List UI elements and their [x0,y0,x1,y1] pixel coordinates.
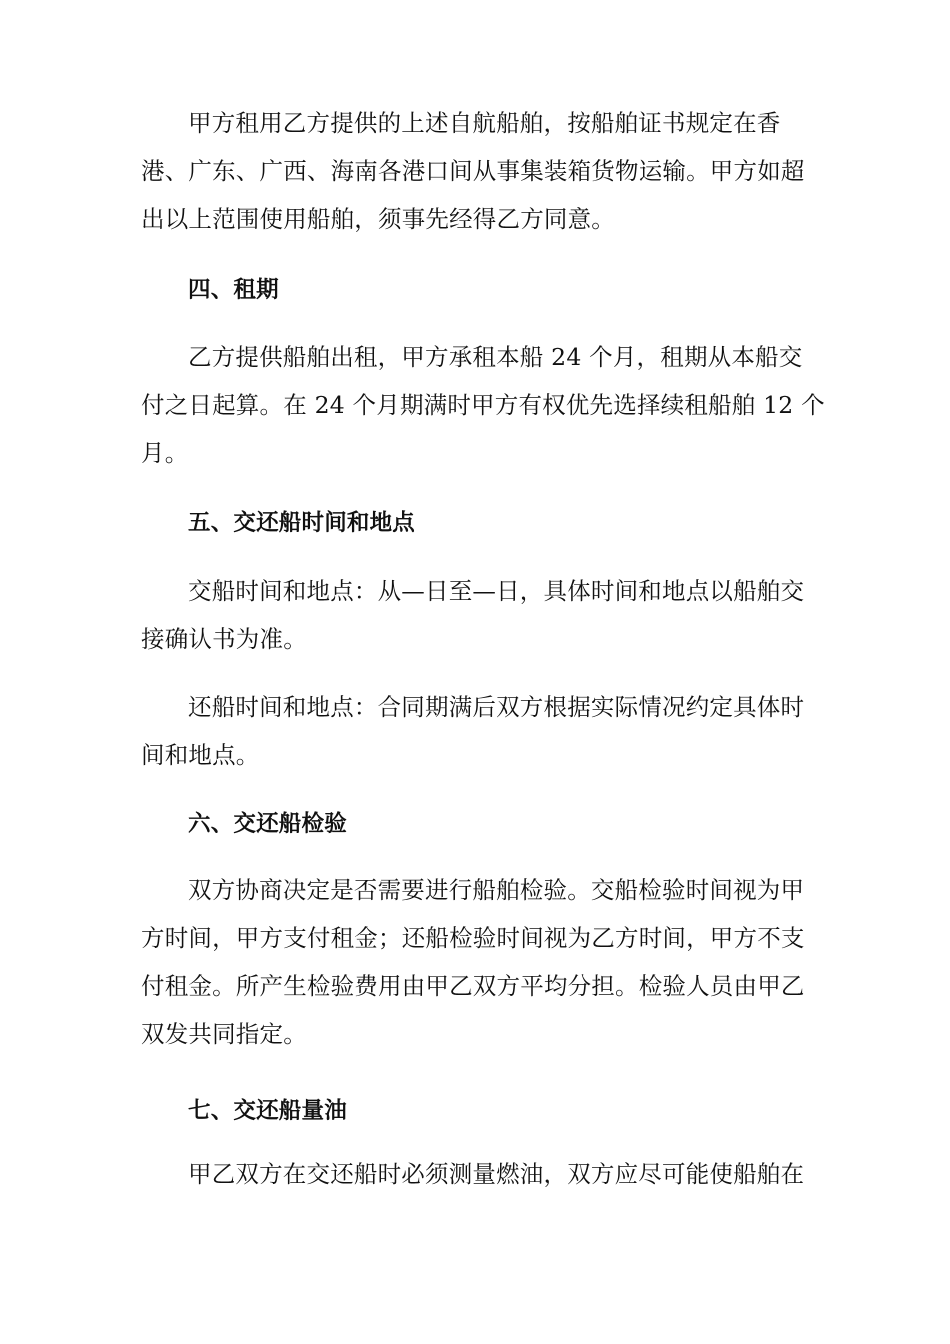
text-line: 还船时间和地点：合同期满后双方根据实际情况约定具体时 [188,693,805,721]
text-line: 港、广东、广西、海南各港口间从事集装箱货物运输。甲方如超 [141,157,805,185]
section-heading-fuel [141,1087,817,1135]
text-line: 月。 [141,439,189,467]
text-line: 双发共同指定。 [141,1020,307,1048]
text-line: 甲方租用乙方提供的上述自航船舶，按船舶证书规定在香 [188,109,781,137]
text-line: 付租金。所产生检验费用由甲乙双方平均分担。检验人员由甲乙 [141,972,805,1000]
text-line: 双方协商决定是否需要进行船舶检验。交船检验时间视为甲 [188,876,805,904]
heading-text: 五、交还船时间和地点 [188,510,416,536]
paragraph-usage-scope [141,99,817,243]
paragraph-redelivery-time [141,683,817,779]
text-line: 接确认书为准。 [141,625,307,653]
text-line: 方时间，甲方支付租金；还船检验时间视为乙方时间，甲方不支 [141,924,805,952]
section-heading-lease-term [141,266,817,314]
text-line: 甲乙双方在交还船时必须测量燃油，双方应尽可能使船舶在 [188,1160,805,1188]
text-line: 出以上范围使用船舶，须事先经得乙方同意。 [141,205,615,233]
heading-text: 七、交还船量油 [188,1098,347,1124]
section-heading-delivery [141,499,817,547]
paragraph-delivery-time [141,567,817,663]
paragraph-inspection [141,866,817,1058]
heading-text: 六、交还船检验 [188,811,347,837]
text-line: 间和地点。 [141,741,260,769]
paragraph-lease-term [141,333,825,477]
text-line: 交船时间和地点：从—日至—日，具体时间和地点以船舶交 [188,577,805,605]
text-line: 乙方提供船舶出租，甲方承租本船 24 个月，租期从本船交 [188,343,803,371]
heading-text: 四、租期 [188,277,279,303]
text-line: 付之日起算。在 24 个月期满时甲方有权优先选择续租船舶 12 个 [141,391,825,419]
paragraph-fuel [141,1150,817,1198]
section-heading-inspection [141,800,817,848]
